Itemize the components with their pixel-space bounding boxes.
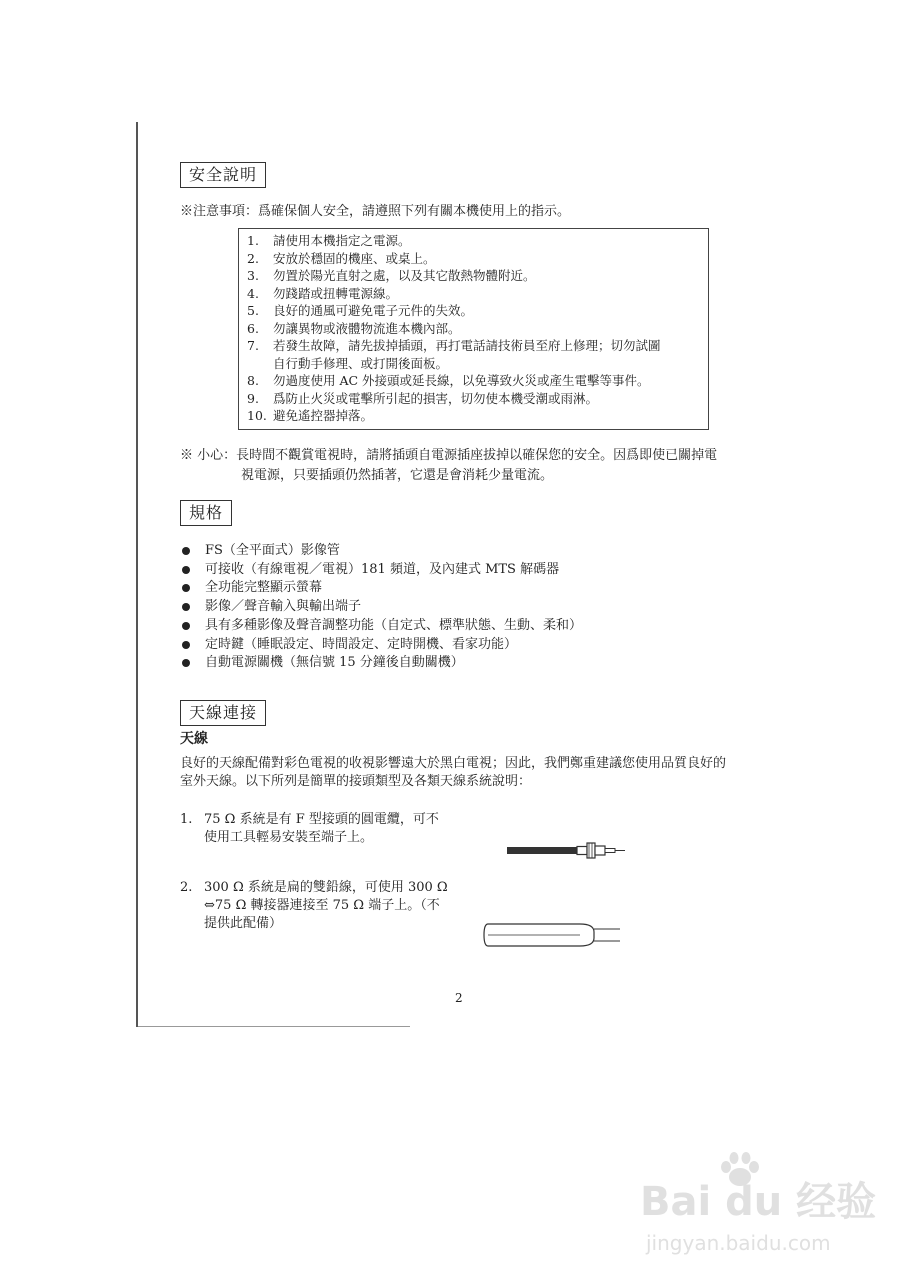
notice-item: 3. 勿置於陽光直射之處，以及其它散熱物體附近。	[247, 268, 536, 283]
twin-lead-cable-icon	[480, 918, 630, 952]
antenna-item-2-line-2: ⇔75 Ω 轉接器連接至 75 Ω 端子上。（不	[204, 898, 440, 913]
antenna-subheading: 天線	[180, 731, 208, 747]
notice-item: 4. 勿踐踏或扭轉電源線。	[247, 285, 399, 301]
antenna-item-2-line-3: 提供此配備）	[204, 916, 283, 931]
baidu-jingyan-watermark	[640, 1150, 880, 1260]
spec-item: 自動電源關機（無信號 15 分鐘後自動關機）	[180, 654, 582, 673]
bullet-icon	[182, 641, 190, 649]
safety-intro: ※注意事項：爲確保個人安全，請遵照下列有關本機使用上的指示。	[180, 204, 571, 219]
footer-rule	[138, 1026, 410, 1027]
watermark-brand: Bai du 经验	[640, 1179, 877, 1225]
spec-item: 定時鍵（睡眠設定、時間設定、定時開機、看家功能）	[180, 636, 582, 655]
antenna-para-line-2: 室外天線。以下所列是簡單的接頭類型及各類天線系統說明：	[180, 774, 532, 789]
notice-item: 10. 避免遙控器掉落。	[247, 408, 374, 423]
antenna-item-1-number: 1.	[180, 812, 193, 827]
specs-list	[180, 542, 582, 673]
antenna-item-1-line-1: 75 Ω 系統是有 F 型接頭的圓電纜，可不	[204, 812, 439, 827]
notice-item: 2. 安放於穩固的機座、或桌上。	[247, 250, 436, 266]
spec-item: 全功能完整顯示螢幕	[180, 579, 582, 598]
antenna-item-1-line-2: 使用工具輕易安裝至端子上。	[204, 830, 374, 845]
bullet-icon	[182, 659, 190, 667]
bullet-icon	[182, 584, 190, 592]
notice-item: 9. 爲防止火災或電擊所引起的損害，切勿使本機受潮或雨淋。	[247, 390, 599, 406]
antenna-para-line-1: 良好的天線配備對彩色電視的收視影響遠大於黑白電視；因此，我們鄭重建議您使用品質良好的	[180, 756, 727, 771]
bullet-icon	[182, 547, 190, 555]
antenna-heading: 天線連接	[180, 700, 266, 726]
antenna-item-2-line-1: 300 Ω 系統是扁的雙鉛線，可使用 300 Ω	[204, 880, 448, 895]
bullet-icon	[182, 603, 190, 611]
notice-item: 1. 請使用本機指定之電源。	[247, 233, 411, 248]
coaxial-cable-icon	[505, 838, 630, 862]
bullet-icon	[182, 622, 190, 630]
safety-heading: 安全說明	[180, 162, 266, 188]
watermark-url: jingyan.baidu.com	[646, 1231, 831, 1255]
specs-heading: 規格	[180, 500, 232, 526]
notice-item: 8. 勿過度使用 AC 外接頭或延長線，以免導致火災或產生電擊等事件。	[247, 373, 650, 388]
notice-item: 6. 勿讓異物或液體物流進本機內部。	[247, 320, 461, 336]
caution-line-1: ※ 小心：長時間不觀賞電視時，請將插頭自電源插座拔掉以確保您的安全。因爲即使已關掉電	[180, 448, 718, 463]
notice-item: 5. 良好的通風可避免電子元件的失效。	[247, 303, 474, 318]
caution-line-2: 視電源，只要插頭仍然插著，它還是會消耗少量電流。	[241, 468, 554, 483]
safety-notice-box	[238, 228, 709, 430]
bullet-icon	[182, 566, 190, 574]
spec-item: 可接收（有線電視／電視）181 頻道，及內建式 MTS 解碼器	[180, 561, 582, 580]
notice-item: 7. 若發生故障，請先拔掉插頭，再打電話請技術員至府上修理；切勿試圖 自行動手修理、或打開後面板。	[247, 338, 661, 371]
spec-item: 具有多種影像及聲音調整功能（自定式、標準狀態、生動、柔和）	[180, 617, 582, 636]
spec-item: 影像／聲音輸入與輸出端子	[180, 598, 582, 617]
page-number: 2	[455, 991, 463, 1005]
spec-item: FS（全平面式）影像管	[180, 542, 582, 561]
page-margin-rule	[136, 122, 138, 1027]
antenna-item-2-number: 2.	[180, 880, 193, 895]
